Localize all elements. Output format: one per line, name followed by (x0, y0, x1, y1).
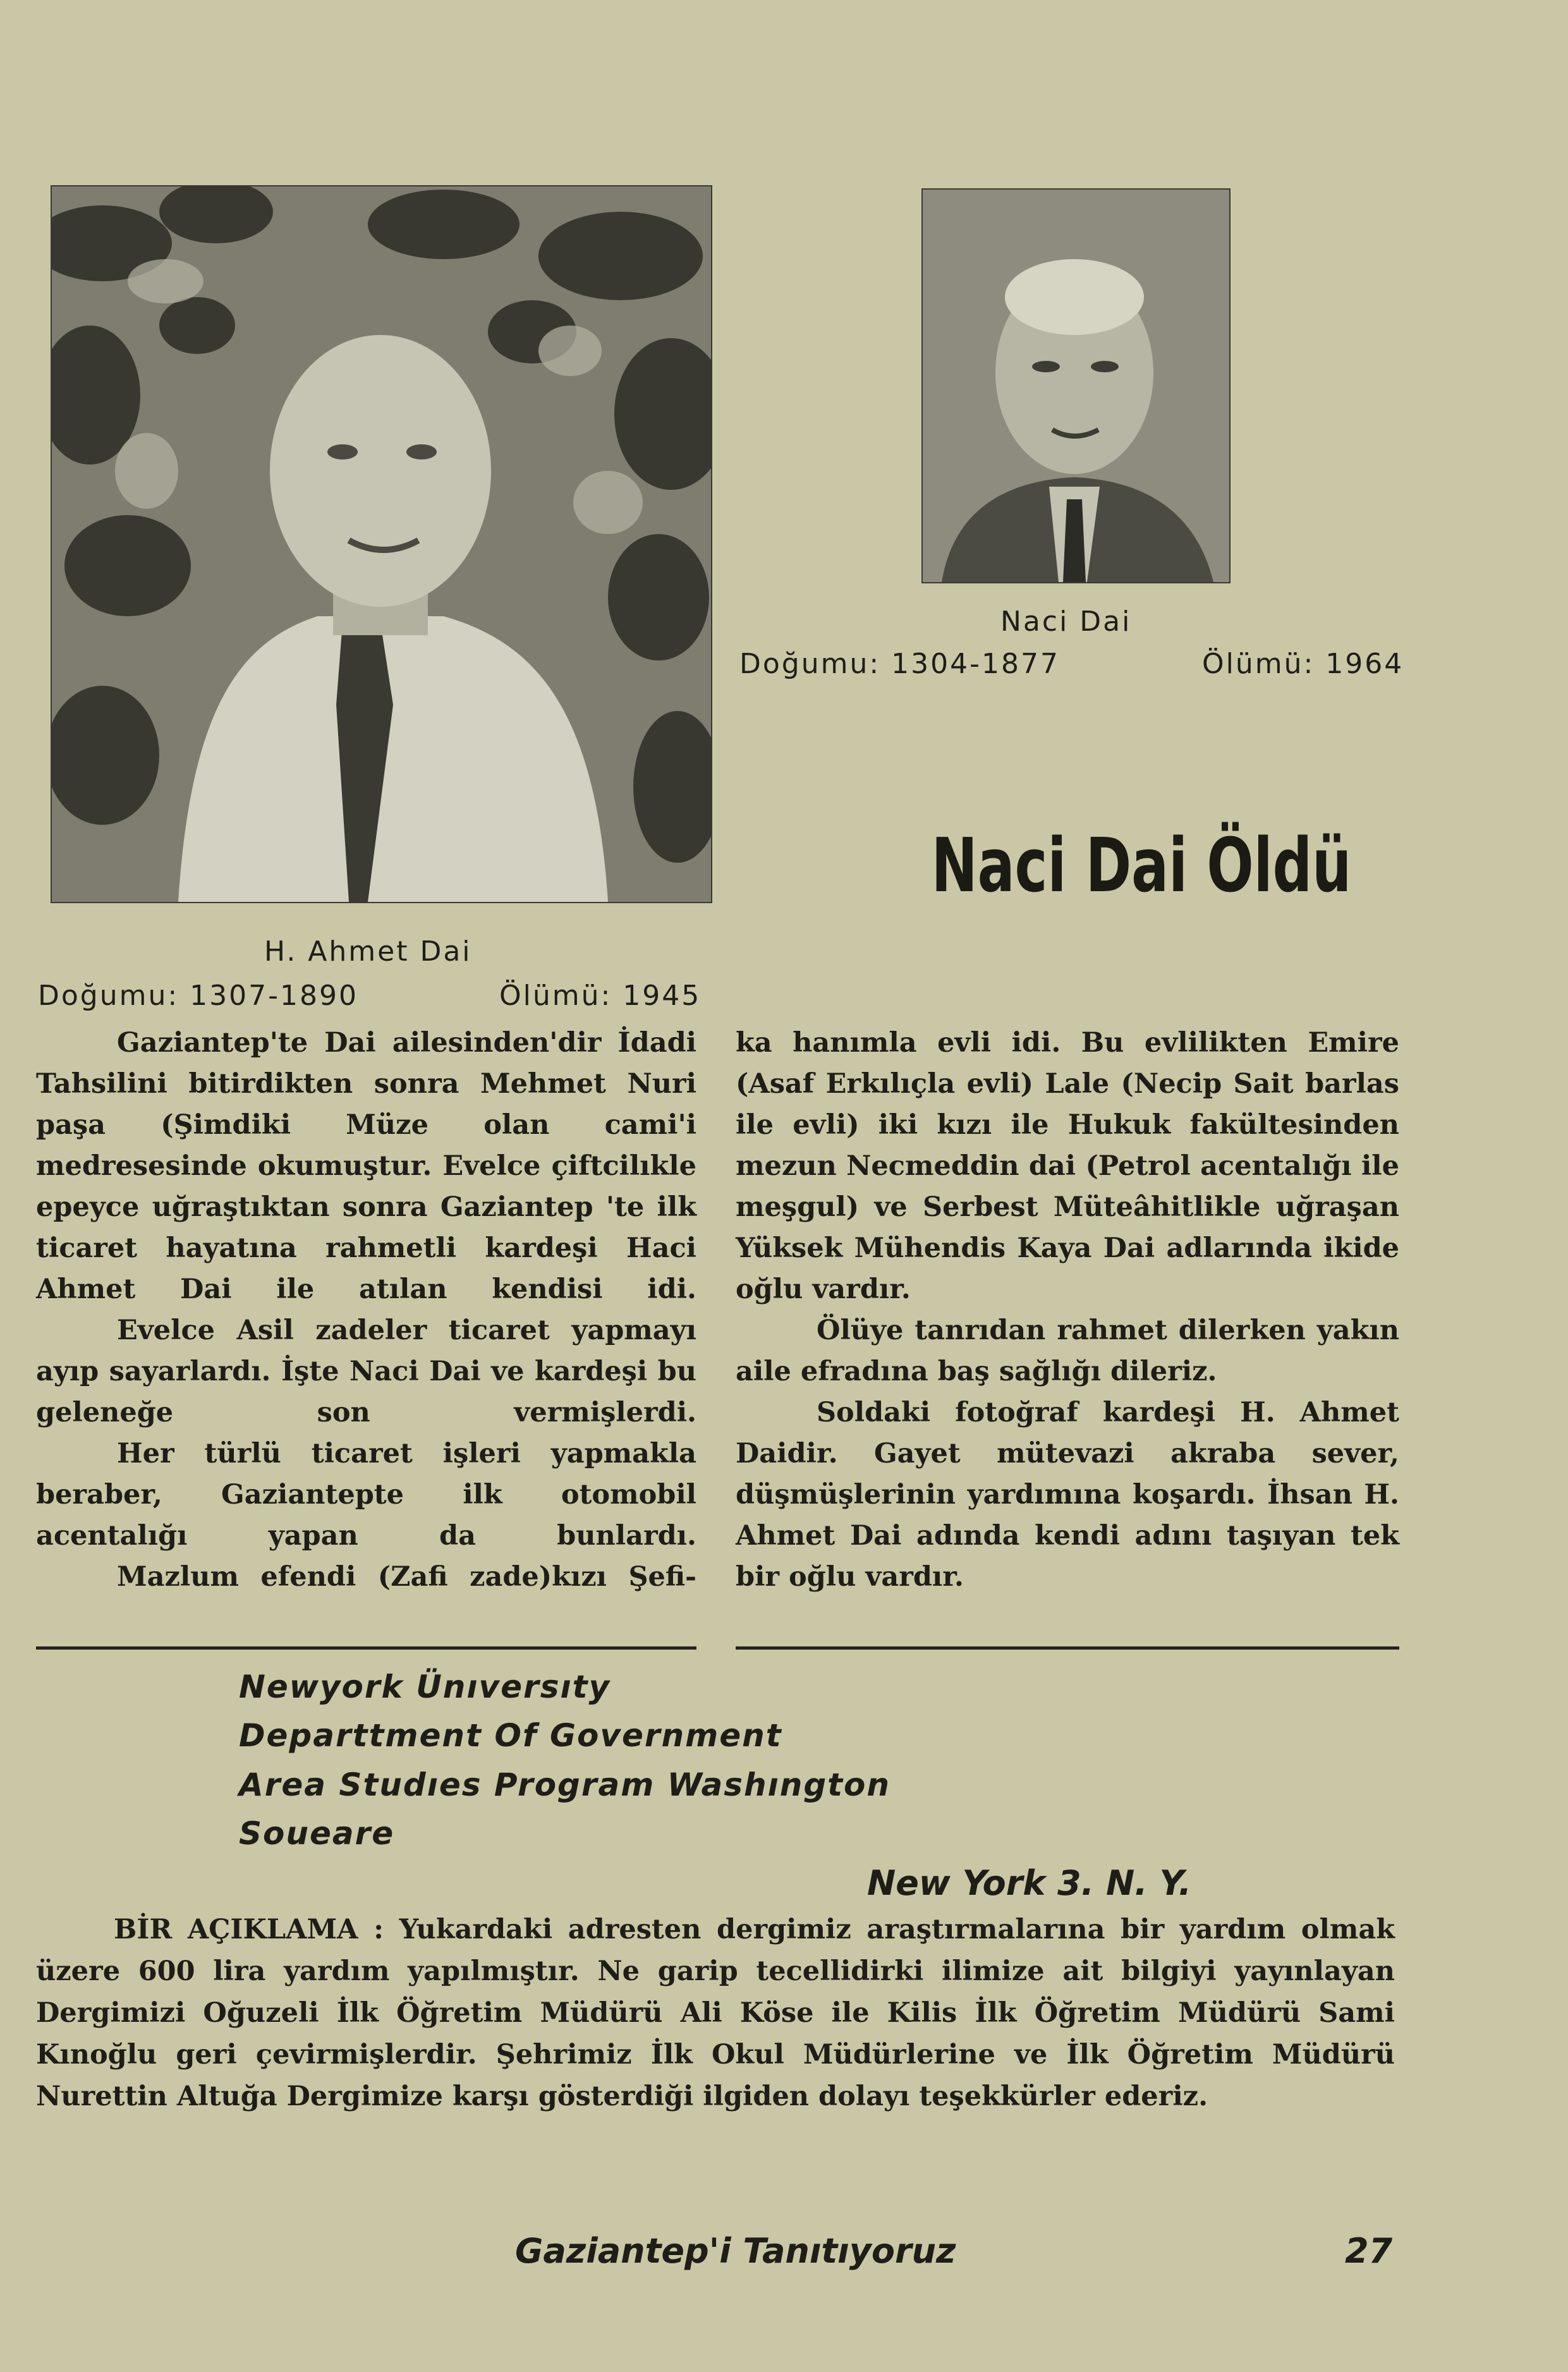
address-line-square: Soueare (239, 1815, 395, 1852)
article-column-right (736, 1023, 1399, 1598)
photo-h-ahmet-dai (51, 185, 712, 903)
article-paragraph: ka hanımla evli idi. Bu evlilikten Emire (Asaf Erkılıçla evli) Lale (Necip Sait barlas ile evli) iki kızı ile Hukuk fakültesinden mezun Necmeddin dai (Petrol acentalığı ile meşgul) ve Serbest Müteâhitlikle uğraşan Yüksek Mühendis Kaya Dai adlarında ikide oğlu vardır. (736, 1027, 1399, 1305)
portrait-naci-image (923, 190, 1229, 582)
address-city: New York 3. N. Y. (867, 1863, 1192, 1903)
article-paragraph: Ölüye tanrıdan rahmet dilerken yakın aile efradına baş sağlığı dileriz. (736, 1315, 1399, 1387)
footer-magazine-title: Gaziantep'i Tanıtıyoruz (515, 2231, 956, 2271)
photo-caption-died-ahmet: Ölümü: 1945 (499, 980, 702, 1012)
article-paragraph: Evelce Asil zadeler ticaret yapmayı ayıp sayarlardı. İşte Naci Dai ve kardeşi bu geleneğe son vermişlerdi. (36, 1315, 696, 1428)
address-line-university: Newyork Ünıversıty (239, 1669, 611, 1705)
photo-caption-born-naci: Doğumu: 1304-1877 (739, 648, 1061, 680)
article-paragraph: Gaziantep'te Dai ailesinden'dir İdadi Tahsilini bitirdikten sonra Mehmet Nuri paşa (Şimdiki Müze olan cami'i medresesinde okumuştur. Evelce çiftcilıkle epeyce uğraştıktan sonra Gaziantep 'te ilk ticaret hayatına rahmetli kardeşi Haci Ahmet Dai ile atılan kendisi idi. (36, 1027, 696, 1305)
photo-caption-name-ahmet: H. Ahmet Dai (264, 935, 472, 968)
notice-block (36, 1909, 1395, 2117)
photo-caption-name-naci: Naci Dai (1000, 605, 1132, 638)
article-headline: Naci Dai Öldü (931, 822, 1352, 909)
photo-caption-died-naci: Ölümü: 1964 (1202, 648, 1404, 680)
article-paragraph: Soldaki fotoğraf kardeşi H. Ahmet Daidir. Gayet mütevazi akraba sever, düşmüşlerinin yardımına koşardı. İhsan H. Ahmet Dai adında kendi adını taşıyan tek bir oğlu vardır. (736, 1397, 1399, 1593)
divider-rule (36, 1646, 696, 1650)
notice-separator: : (374, 1914, 384, 1945)
article-paragraph: Mazlum efendi (Zafi zade)kızı Şefi- (117, 1561, 696, 1593)
article-column-left (36, 1023, 696, 1598)
address-line-department: Departtment Of Government (239, 1717, 782, 1754)
divider-rule (736, 1646, 1399, 1650)
page-number: 27 (1345, 2231, 1393, 2271)
photo-naci-dai (921, 188, 1231, 583)
article-paragraph: Her türlü ticaret işleri yapmakla beraber, Gaziantepte ilk otomobil acentalığı yapan da bunlardı. (36, 1438, 696, 1552)
photo-caption-born-ahmet: Doğumu: 1307-1890 (38, 980, 359, 1012)
notice-heading: BİR AÇIKLAMA (114, 1914, 358, 1945)
portrait-ahmet-image (52, 186, 711, 902)
address-line-program: Area Studıes Program Washıngton (239, 1767, 890, 1803)
notice-body: Yukardaki adresten dergimiz araştırmalarına bir yardım olmak üzere 600 lira yardım yapılmıştır. Ne garip tecellidirki ilimize ait bilgiyi yayınlayan Dergimizi Oğuzeli İlk Öğretim Müdürü Ali Köse ile Kilis İlk Öğretim Müdürü Sami Kınoğlu geri çevirmişlerdir. Şehrimiz İlk Okul Müdürlerine ve İlk Öğretim Müdürü Nurettin Altuğa Dergimize karşı gösterdiği ilgiden dolayı teşekkürler ederiz. (36, 1914, 1395, 2112)
